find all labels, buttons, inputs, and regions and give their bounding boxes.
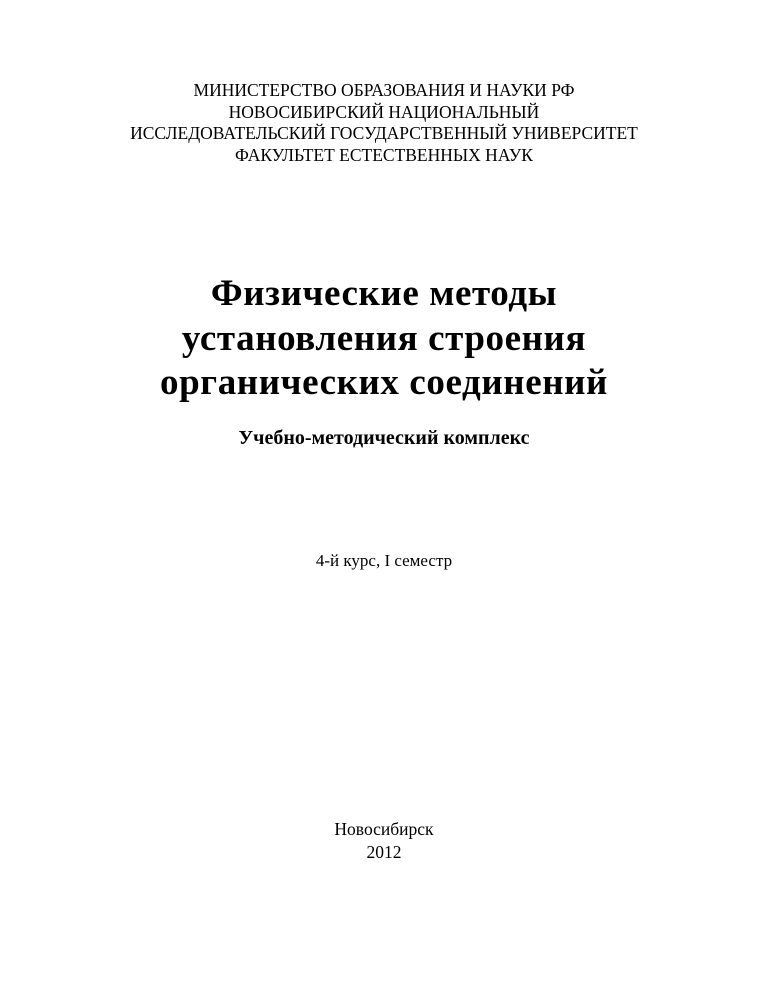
title-line-1: Физические методы [210, 273, 558, 314]
publication-city: Новосибирск [334, 819, 434, 839]
title-line-3: органических соединений [160, 362, 608, 403]
university-line-2: ИССЛЕДОВАТЕЛЬСКИЙ ГОСУДАРСТВЕННЫЙ УНИВЕРСИТЕТ [130, 123, 638, 143]
course-info: 4-й курс, I семестр [315, 551, 453, 570]
document-subtitle: Учебно-методический комплекс [238, 427, 530, 449]
faculty-line: ФАКУЛЬТЕТ ЕСТЕСТВЕННЫХ НАУК [235, 144, 533, 165]
publication-footer [0, 818, 768, 864]
document-title [0, 272, 768, 406]
ministry-line: МИНИСТЕРСТВО ОБРАЗОВАНИЯ И НАУКИ РФ [193, 80, 575, 100]
institution-header [0, 80, 768, 166]
university-line-1: НОВОСИБИРСКИЙ НАЦИОНАЛЬНЫЙ [228, 101, 540, 122]
publication-year: 2012 [366, 842, 402, 862]
title-line-2: установления строения [181, 317, 587, 359]
